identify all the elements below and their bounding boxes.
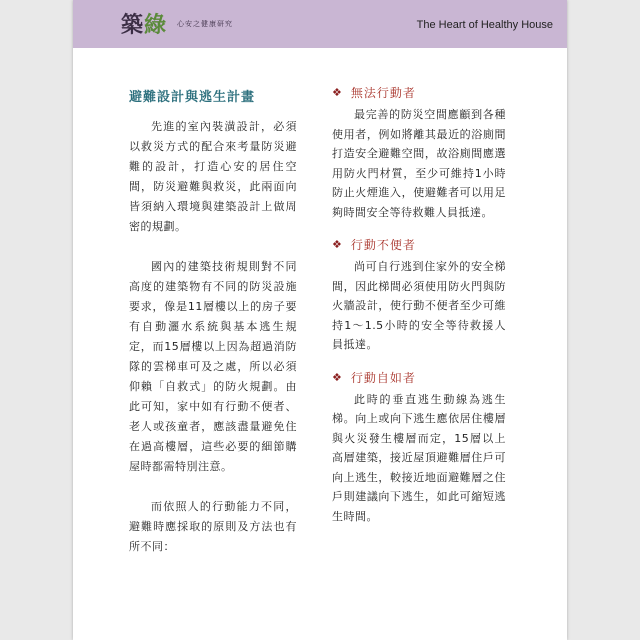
subsection-text-mobile: 此時的垂直逃生動線為逃生梯。向上或向下逃生應依居住樓層與火災發生樓層而定，15層以上高層建築，接近屋頂避難層住戶可向上逃生，較接近地面避難層之住戶則建議向下逃生，如此可縮短逃生時間。 [332, 392, 506, 523]
subsection-text-immobile: 最完善的防災空間應顧到各種使用者，例如將離其最近的浴廁間打造安全避難空間，故浴廁間應選用防火門材質，至少可維持1小時防止火煙進入，使避難者可以用足夠時間安全等待救難人員抵達。 [332, 108, 506, 219]
brand-logo: 築綠 [121, 12, 168, 38]
left-column [129, 86, 297, 577]
diamond-bullet-icon: ❖ [332, 238, 343, 251]
right-column [332, 84, 506, 540]
subsection-heading-label: 行動不便者 [350, 238, 416, 252]
header-tagline: 心安之健康研究 [177, 20, 233, 28]
subsection-heading-label: 無法行動者 [350, 86, 416, 100]
subsection-heading-mobile [332, 369, 506, 386]
subsection-heading-immobile [332, 84, 506, 101]
diamond-bullet-icon: ❖ [332, 86, 343, 99]
subsection-text-limited-mobility: 尚可自行逃到住家外的安全梯間，因此梯間必須使用防火門與防火牆設計，使行動不便者至少可維持1～1.5小時的安全等待救援人員抵達。 [332, 260, 506, 351]
page-header [73, 0, 567, 48]
subsection-heading-limited-mobility [332, 236, 506, 253]
paragraph-2: 國內的建築技術規則對不同高度的建築物有不同的防災設施要求，像是11層樓以上的房子要有自動灑水系統與基本逃生規定，而15層樓以上因為超過消防隊的雲梯車可及之處，所以必須仰賴「自救式」的防火規劃。由此可知，家中如有行動不便者、老人或孩童者，應該盡量避免住在過高樓層，這些必要的細節購屋時都需特別注意。 [129, 260, 297, 473]
section-title: 避難設計與逃生計畫 [129, 90, 256, 105]
diamond-bullet-icon: ❖ [332, 370, 343, 384]
header-title: The Heart of Healthy House [416, 19, 553, 31]
document-page [73, 0, 567, 640]
paragraph-1: 先進的室內裝潢設計，必須以救災方式的配合來考量防災避難的設計，打造心安的居住空間，防災避難與救災，此兩面向皆須納入環境與建築設計上做周密的規劃。 [129, 120, 297, 233]
subsection-heading-label: 行動自如者 [350, 370, 416, 385]
paragraph-3: 而依照人的行動能力不同，避難時應採取的原則及方法也有所不同： [129, 500, 297, 553]
